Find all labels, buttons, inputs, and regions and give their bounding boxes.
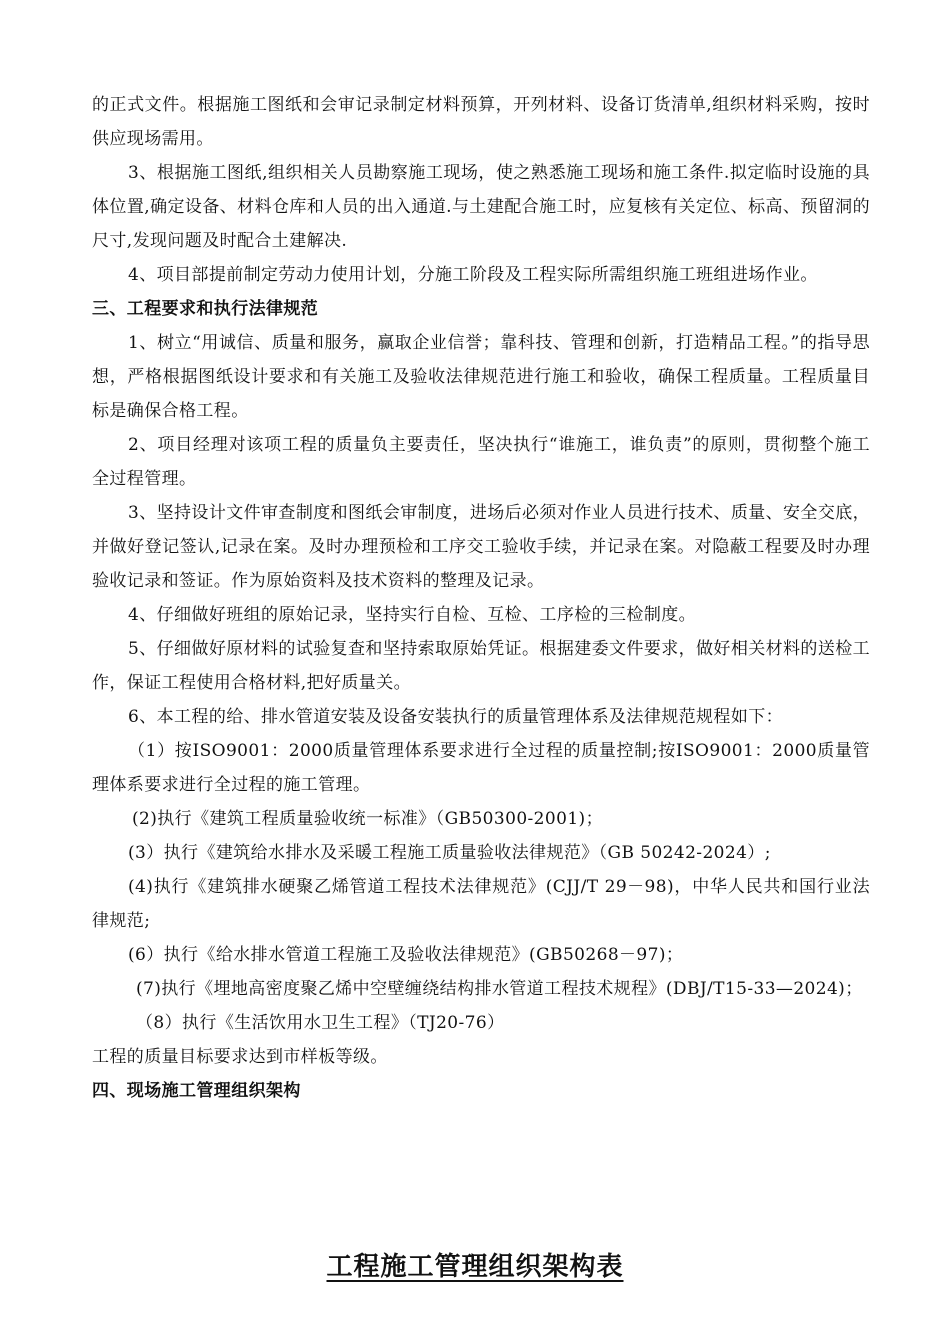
standard-item-6: (6）执行《给水排水管道工程施工及验收法律规范》(GB50268－97)； — [128, 945, 684, 965]
paragraph-materials: 的正式文件。根据施工图纸和会审记录制定材料预算，开列材料、设备订货清单,组织材料采购，按时供应现场需用。 — [92, 95, 870, 149]
document-body — [92, 88, 870, 1108]
standard-item-3: (3）执行《建筑给水排水及采暖工程施工质量验收法律规范》（GB 50242-2024）; — [128, 843, 771, 863]
paragraph-req-5: 5、仔细做好原材料的试验复查和坚持索取原始凭证。根据建委文件要求，做好相关材料的送检工作，保证工程使用合格材料,把好质量关。 — [92, 639, 871, 693]
paragraph-item-3-site-survey: 3、根据施工图纸,组织相关人员勘察施工现场，使之熟悉施工现场和施工条件.拟定临时设施的具体位置,确定设备、材料仓库和人员的出入通道.与土建配合施工时，应复核有关定位、标高、预留洞的尺寸,发现问题及时配合土建解决. — [92, 163, 870, 251]
standard-item-2: (2)执行《建筑工程质量验收统一标准》（GB50300-2001)； — [132, 809, 603, 829]
standard-item-8: （8）执行《生活饮用水卫生工程》（TJ20-76） — [136, 1013, 505, 1033]
paragraph-item-4-labor-plan: 4、项目部提前制定劳动力使用计划，分施工阶段及工程实际所需组织施工班组进场作业。 — [128, 265, 818, 285]
section-heading-4: 四、现场施工管理组织架构 — [92, 1081, 301, 1101]
paragraph-req-6: 6、本工程的给、排水管道安装及设备安装执行的质量管理体系及法律规范规程如下： — [128, 707, 784, 727]
paragraph-req-1: 1、树立“用诚信、质量和服务，赢取企业信誉；靠科技、管理和创新，打造精品工程。”的指导思想，严格根据图纸设计要求和有关施工及验收法律规范进行施工和验收，确保工程质量。工程质量目标是确保合格工程。 — [92, 333, 870, 421]
standard-item-1: （1）按ISO9001：2000质量管理体系要求进行全过程的质量控制;按ISO9001：2000质量管理体系要求进行全过程的施工管理。 — [92, 741, 870, 795]
paragraph-req-2: 2、项目经理对该项工程的质量负主要责任，坚决执行“谁施工，谁负责”的原则，贯彻整个施工全过程管理。 — [92, 435, 870, 489]
section-heading-3: 三、工程要求和执行法律规范 — [92, 299, 319, 319]
standard-item-4: (4)执行《建筑排水硬聚乙烯管道工程技术法律规范》(CJJ/T 29－98)，中华人民共和国行业法律规范; — [92, 877, 870, 931]
standard-item-7: (7)执行《埋地高密度聚乙烯中空壁缠绕结构排水管道工程技术规程》(DBJ/T15-33—2024)； — [136, 979, 863, 999]
paragraph-req-4: 4、仔细做好班组的原始记录，坚持实行自检、互检、工序检的三检制度。 — [128, 605, 697, 625]
table-title: 工程施工管理组织架构表 — [326, 1252, 624, 1282]
quality-target: 工程的质量目标要求达到市样板等级。 — [92, 1047, 388, 1067]
paragraph-req-3: 3、坚持设计文件审查制度和图纸会审制度，进场后必须对作业人员进行技术、质量、安全交底，并做好登记签认,记录在案。及时办理预检和工序交工验收手续，并记录在案。对隐蔽工程要及时办理验收记录和签证。作为原始资料及技术资料的整理及记录。 — [92, 503, 871, 591]
table-title-wrapper — [0, 1246, 950, 1283]
